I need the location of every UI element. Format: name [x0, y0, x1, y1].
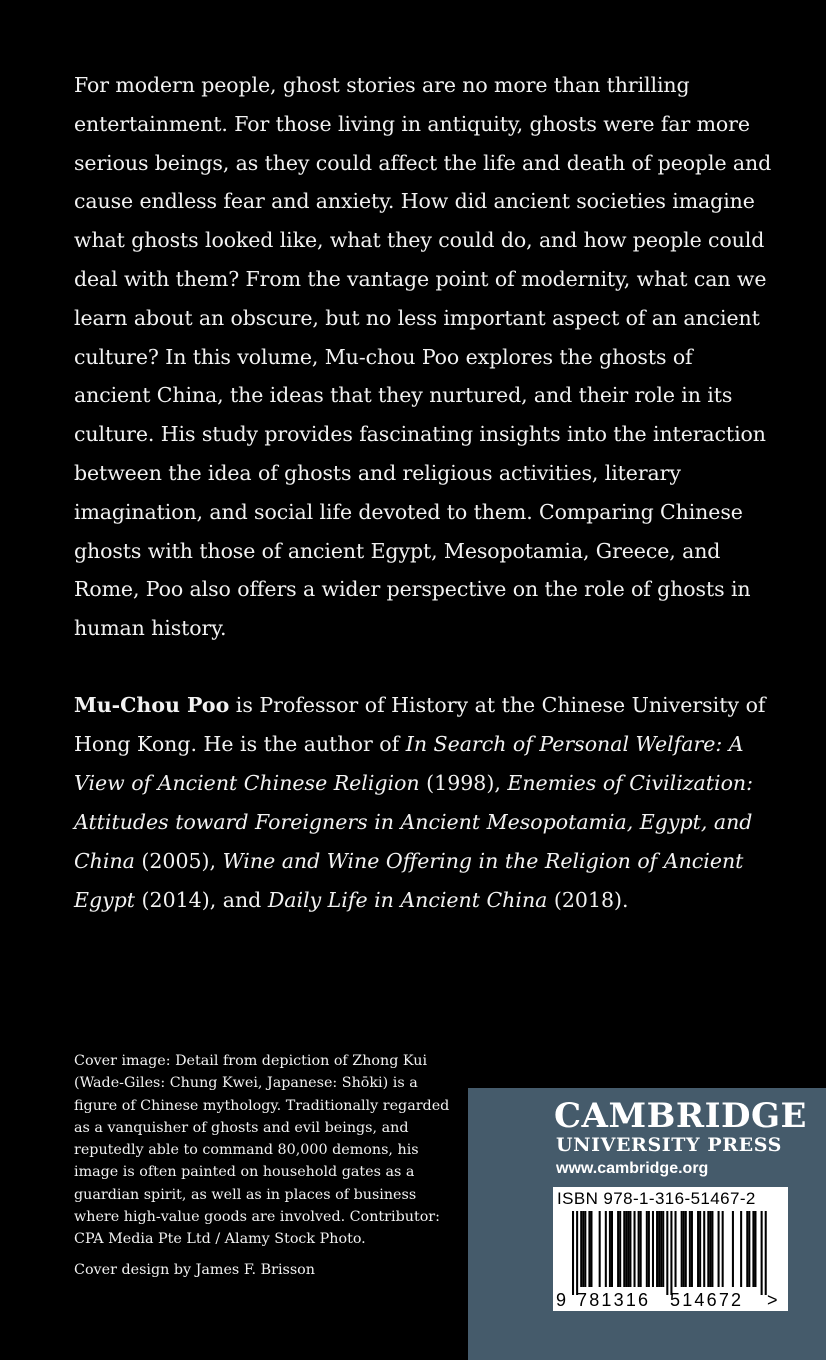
barcode-guard-bar: [765, 1211, 767, 1295]
barcode-panel: [553, 1187, 788, 1311]
barcode-bar: [746, 1211, 748, 1287]
publisher-website: www.cambridge.org: [556, 1160, 709, 1177]
barcode-bar: [640, 1211, 642, 1287]
barcode-bar: [656, 1211, 658, 1287]
barcode-bars: [572, 1211, 767, 1295]
barcode-bar: [658, 1211, 660, 1287]
barcode-bar: [627, 1211, 629, 1287]
publisher-logo-name: CAMBRIDGE: [554, 1096, 807, 1136]
barcode-bar: [699, 1211, 701, 1287]
barcode-guard-bar: [670, 1211, 672, 1295]
barcode-bar: [718, 1211, 720, 1287]
barcode-bar: [599, 1211, 601, 1287]
book-year-3: (2014), and: [135, 888, 268, 912]
barcode-bar: [652, 1211, 654, 1287]
barcode-bar: [625, 1211, 627, 1287]
barcode-bar: [689, 1211, 691, 1287]
barcode-bar: [588, 1211, 590, 1287]
barcode-bar: [638, 1211, 640, 1287]
barcode-bar: [590, 1211, 592, 1287]
barcode-bar: [707, 1211, 709, 1287]
barcode-bar: [740, 1211, 742, 1287]
barcode-quiet-zone-mark: >: [767, 1290, 778, 1310]
barcode-bar: [580, 1211, 582, 1287]
barcode-bar: [685, 1211, 687, 1287]
publisher-panel: [468, 1088, 826, 1360]
author-name: Mu-Chou Poo: [74, 693, 230, 717]
barcode-guard-bar: [576, 1211, 578, 1295]
book-description: For modern people, ghost stories are no more than thrilling entertainment. For those living in antiquity, ghosts were far more serious beings, as they could affect the life and death of people and cause endless fear and anxiety. How did ancient societies imagine what ghosts looked like, what they could do, and how people could deal with them? From the vantage point of modernity, what can we learn about an obscure, but no less important aspect of an ancient culture? In this volume, Mu-chou Poo explores the ghosts of ancient China, the ideas that they nurtured, and their role in its culture. His study provides fascinating insights into the interaction between the idea of ghosts and religious activities, literary imagination, and social life devoted to them. Comparing Chinese ghosts with those of ancient Egypt, Mesopotamia, Greece, and Rome, Poo also offers a wider perspective on the role of ghosts in human history.: [74, 73, 772, 641]
barcode-bar: [582, 1211, 584, 1287]
barcode-bar: [722, 1211, 724, 1287]
book-year-1: (1998),: [419, 771, 508, 795]
barcode-bar: [754, 1211, 756, 1287]
barcode-bar: [611, 1211, 613, 1287]
barcode-bar: [732, 1211, 734, 1287]
cover-image-credit: Cover image: Detail from depiction of Zhong Kui (Wade-Giles: Chung Kwei, Japanese: Shōki) is a figure of Chinese mythology. Traditionally regarded as a vanquisher of ghosts and evil beings, and reputedly able to command 80,000 demons, his image is often painted on household gates as a guardian spirit, as well as in places of business where high-value goods are involved. Contributor: CPA Media Pte Ltd / Alamy Stock Photo.: [74, 1053, 450, 1248]
cover-design-credit: Cover design by James F. Brisson: [74, 1262, 316, 1278]
book-year-2: (2005),: [134, 849, 223, 873]
barcode-bar: [675, 1211, 677, 1287]
book-title-3: Wine and Wine Offering in the Religion of Ancient Egypt: [74, 849, 744, 912]
barcode-guard-bar: [572, 1211, 574, 1295]
barcode-bar: [697, 1211, 699, 1287]
isbn-label: ISBN 978-1-316-51467-2: [557, 1189, 756, 1208]
barcode-guard-bar: [666, 1211, 668, 1295]
barcode-right-group: 514672: [670, 1290, 744, 1310]
book-title-1: In Search of Personal Welfare: A View of Ancient Chinese Religion: [74, 732, 744, 795]
barcode-bar: [605, 1211, 607, 1287]
barcode-bar: [709, 1211, 711, 1287]
isbn-barcode: [553, 1187, 788, 1311]
barcode-left-group: 781316: [577, 1290, 651, 1310]
barcode-bar: [691, 1211, 693, 1287]
publisher-logo-subname: UNIVERSITY PRESS: [556, 1134, 782, 1156]
barcode-bar: [648, 1211, 650, 1287]
barcode-bar: [748, 1211, 750, 1287]
barcode-bar: [646, 1211, 648, 1287]
author-biography: [74, 686, 789, 920]
barcode-bar: [703, 1211, 705, 1287]
barcode-guard-bar: [761, 1211, 763, 1295]
book-title-2: Enemies of Civilization: Attitudes toward Foreigners in Ancient Mesopotamia, Egypt, and China: [74, 771, 754, 873]
barcode-bar: [629, 1211, 631, 1287]
barcode-bar: [660, 1211, 662, 1287]
barcode-bar: [617, 1211, 619, 1287]
barcode-bar: [752, 1211, 754, 1287]
barcode-bar: [584, 1211, 586, 1287]
barcode-bar: [623, 1211, 625, 1287]
barcode-bar: [711, 1211, 713, 1287]
barcode-bar: [619, 1211, 621, 1287]
author-intro: is Professor of History at the Chinese University of Hong Kong. He is the author of: [74, 693, 766, 756]
barcode-bar: [634, 1211, 636, 1287]
barcode-bar: [609, 1211, 611, 1287]
book-title-4: Daily Life in Ancient China: [267, 888, 548, 912]
barcode-bar: [662, 1211, 664, 1287]
barcode-bar: [681, 1211, 683, 1287]
book-year-4: (2018).: [547, 888, 629, 912]
barcode-bar: [683, 1211, 685, 1287]
barcode-first-digit: 9: [556, 1290, 567, 1310]
